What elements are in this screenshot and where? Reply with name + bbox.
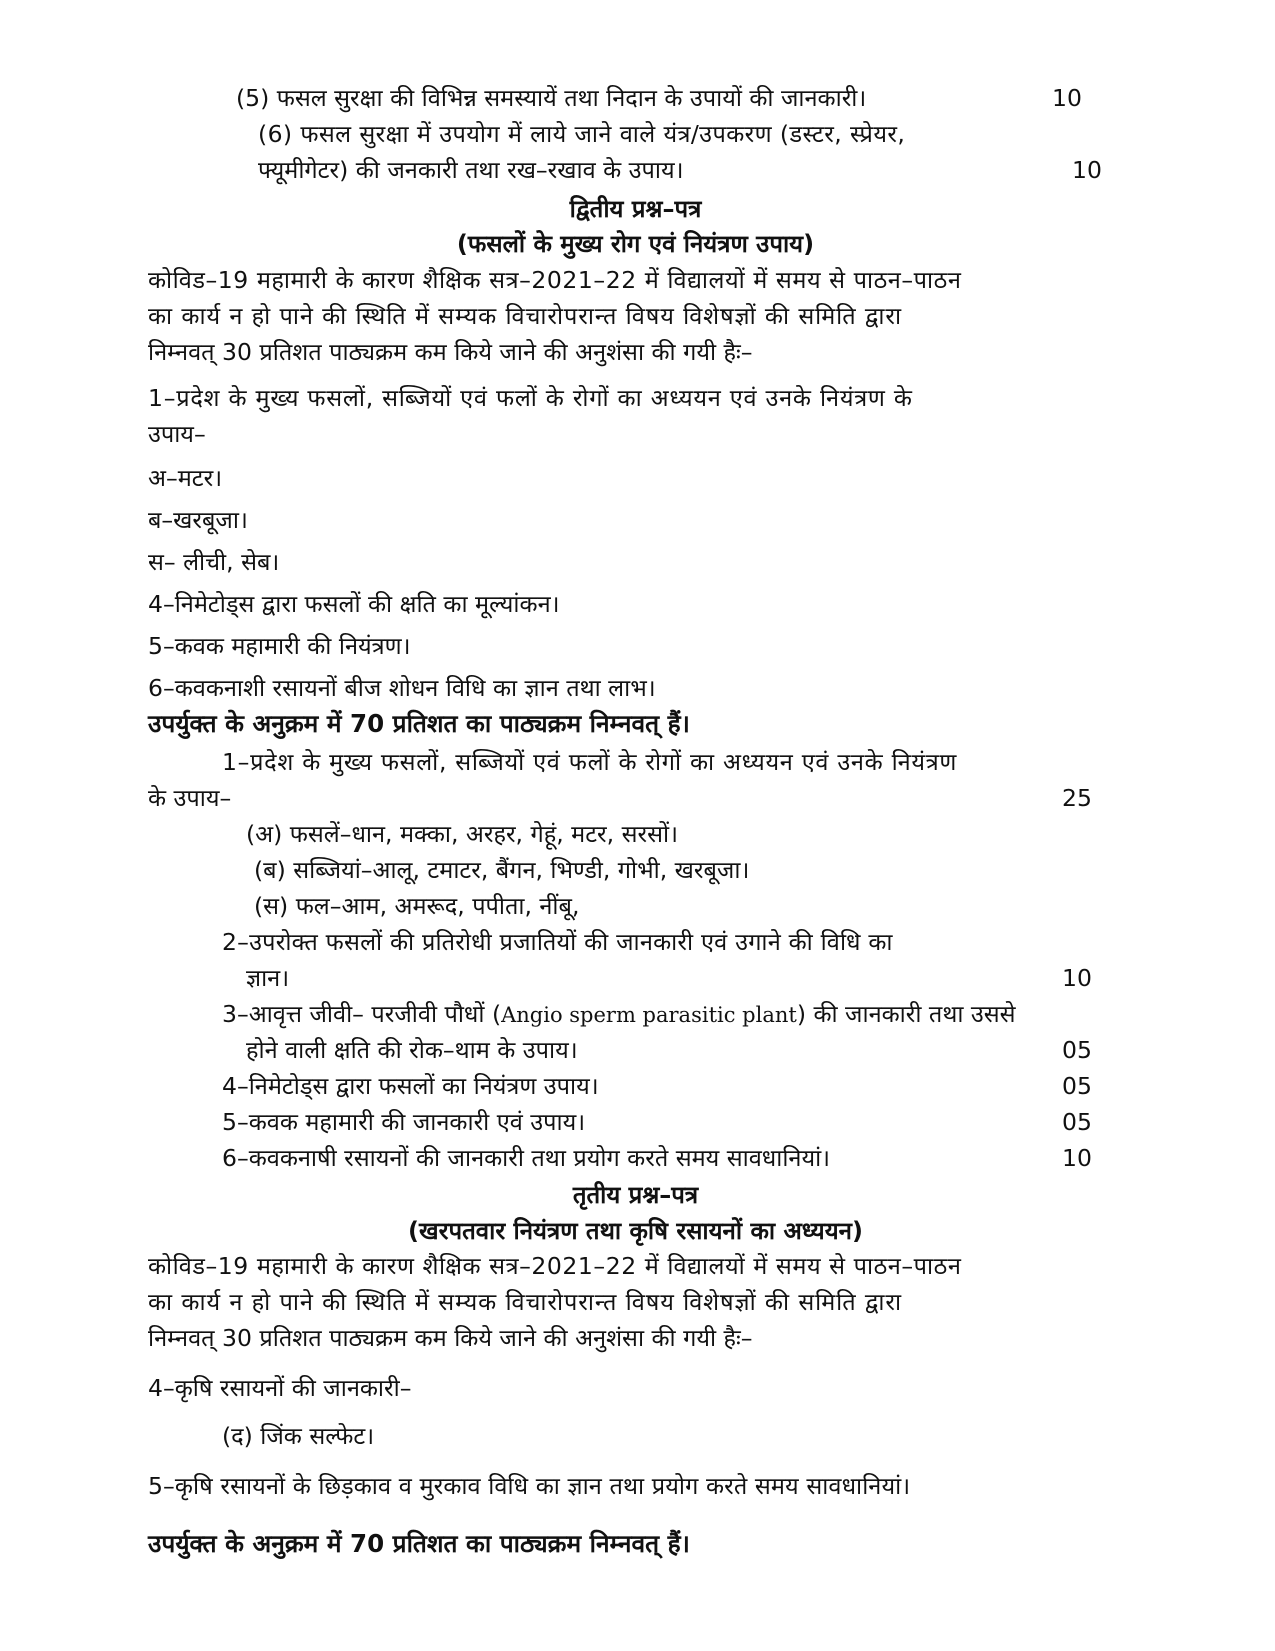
syllabus-item-3-text-post: ) की जानकारी तथा उससे [796, 1000, 1016, 1028]
syllabus-item-5-marks: 05 [1062, 1108, 1092, 1136]
syllabus-item-1-crops: (अ) फसलें–धान, मक्का, अरहर, गेहूं, मटर, सरसों। [246, 820, 678, 848]
paper-3-subtitle: (खरपतवार नियंत्रण तथा कृषि रसायनों का अध्ययन) [408, 1217, 863, 1245]
syllabus-item-4-marks: 05 [1062, 1072, 1092, 1100]
syllabus-item-3-marks: 05 [1062, 1036, 1092, 1064]
syllabus-item-5: 5–कवक महामारी की जानकारी एवं उपाय। [222, 1108, 586, 1136]
syllabus-item-2-line-1: 2–उपरोक्त फसलों की प्रतिरोधी प्रजातियों की जानकारी एवं उगाने की विधि का [222, 928, 893, 956]
syllabus-item-6-marks: 10 [1062, 1144, 1092, 1172]
syllabus-item-3-line-1 [222, 998, 1016, 1031]
item-6-line-2: फ्यूमीगेटर) की जनकारी तथा रख–रखाव के उपाय। [258, 156, 684, 184]
paper-3-reduced-item-5: 5–कृषि रसायनों के छिड़काव व मुरकाव विधि का ज्ञान तथा प्रयोग करते समय सावधानियां। [148, 1472, 911, 1500]
item-5-marks: 10 [1052, 84, 1082, 112]
item-5-text: (5) फसल सुरक्षा की विभिन्न समस्यायें तथा निदान के उपायों की जानकारी। [236, 84, 867, 112]
paper-2-intro-line-1: कोविड–19 महामारी के कारण शैक्षिक सत्र–2021–22 में विद्यालयों में समय से पाठन–पाठन [148, 266, 962, 294]
syllabus-item-1-marks: 25 [1062, 784, 1092, 812]
paper-3-intro-line-2: का कार्य न हो पाने की स्थिति में सम्यक विचारोपरान्त विषय विशेषज्ञों की समिति द्वारा [148, 1288, 903, 1316]
paper-2-intro-line-2: का कार्य न हो पाने की स्थिति में सम्यक विचारोपरान्त विषय विशेषज्ञों की समिति द्वारा [148, 302, 903, 330]
reduced-item-c: स– लीची, सेब। [148, 548, 280, 576]
reduced-item-b: ब–खरबूजा। [148, 506, 248, 534]
syllabus-item-3-latin-term: Angio sperm parasitic plant [501, 1003, 797, 1027]
reduced-item-6: 6–कवकनाशी रसायनों बीज शोधन विधि का ज्ञान तथा लाभ। [148, 674, 656, 702]
syllabus-item-3-text-pre: 3–आवृत्त जीवी– परजीवी पौधों ( [222, 1000, 502, 1028]
reduced-item-1-line-1: 1–प्रदेश के मुख्य फसलों, सब्जियों एवं फलों के रोगों का अध्ययन एवं उनके नियंत्रण के [148, 384, 913, 412]
syllabus-item-1-line-2: के उपाय– [148, 784, 232, 812]
reduced-item-a: अ–मटर। [148, 464, 223, 492]
paper-3-reduced-item-4: 4–कृषि रसायनों की जानकारी– [148, 1374, 412, 1402]
reduced-item-4: 4–निमेटोड्स द्वारा फसलों की क्षति का मूल्यांकन। [148, 590, 560, 618]
paper-2-intro-line-3: निम्नवत् 30 प्रतिशत पाठ्यक्रम कम किये जाने की अनुशंसा की गयी हैः– [148, 338, 753, 366]
syllabus-item-2-marks: 10 [1062, 964, 1092, 992]
item-6-line-1 [258, 118, 1123, 150]
paper-2-syllabus-heading: उपर्युक्त के अनुक्रम में 70 प्रतिशत का पाठ्यक्रम निम्नवत् हैं। [148, 709, 690, 738]
syllabus-item-4: 4–निमेटोड्स द्वारा फसलों का नियंत्रण उपाय। [222, 1072, 599, 1100]
item-6-marks: 10 [1072, 156, 1102, 184]
paper-2-title: द्वितीय प्रश्न–पत्र [569, 195, 702, 223]
syllabus-item-6: 6–कवकनाषी रसायनों की जानकारी तथा प्रयोग करते समय सावधानियां। [222, 1144, 831, 1172]
syllabus-item-1-fruits: (स) फल–आम, अमरूद, पपीता, नींबू, [254, 892, 580, 920]
syllabus-item-2-line-2: ज्ञान। [246, 964, 290, 992]
item-6-text-a: (6) फसल सुरक्षा में उपयोग में लाये जाने वाले यंत्र/उपकरण (डस्टर, स्प्रेयर, [258, 120, 906, 148]
syllabus-item-1-line-1: 1–प्रदेश के मुख्य फसलों, सब्जियों एवं फलों के रोगों का अध्ययन एवं उनके नियंत्रण [222, 748, 958, 776]
paper-3-intro-line-1: कोविड–19 महामारी के कारण शैक्षिक सत्र–2021–22 में विद्यालयों में समय से पाठन–पाठन [148, 1252, 962, 1280]
syllabus-item-3-line-2: होने वाली क्षति की रोक–थाम के उपाय। [246, 1036, 578, 1064]
syllabus-item-1-vegetables: (ब) सब्जियां–आलू, टमाटर, बैंगन, भिण्डी, गोभी, खरबूजा। [254, 856, 750, 884]
reduced-item-5: 5–कवक महामारी की नियंत्रण। [148, 632, 411, 660]
paper-2-subtitle: (फसलों के मुख्य रोग एवं नियंत्रण उपाय) [456, 230, 815, 258]
paper-3-title: तृतीय प्रश्न–पत्र [572, 1181, 699, 1209]
paper-3-syllabus-heading: उपर्युक्त के अनुक्रम में 70 प्रतिशत का पाठ्यक्रम निम्नवत् हैं। [148, 1529, 690, 1558]
paper-3-reduced-item-4-d: (द) जिंक सल्फेट। [222, 1422, 375, 1450]
paper-3-intro-line-3: निम्नवत् 30 प्रतिशत पाठ्यक्रम कम किये जाने की अनुशंसा की गयी हैः– [148, 1324, 753, 1352]
reduced-item-1-line-2: उपाय– [148, 420, 206, 448]
